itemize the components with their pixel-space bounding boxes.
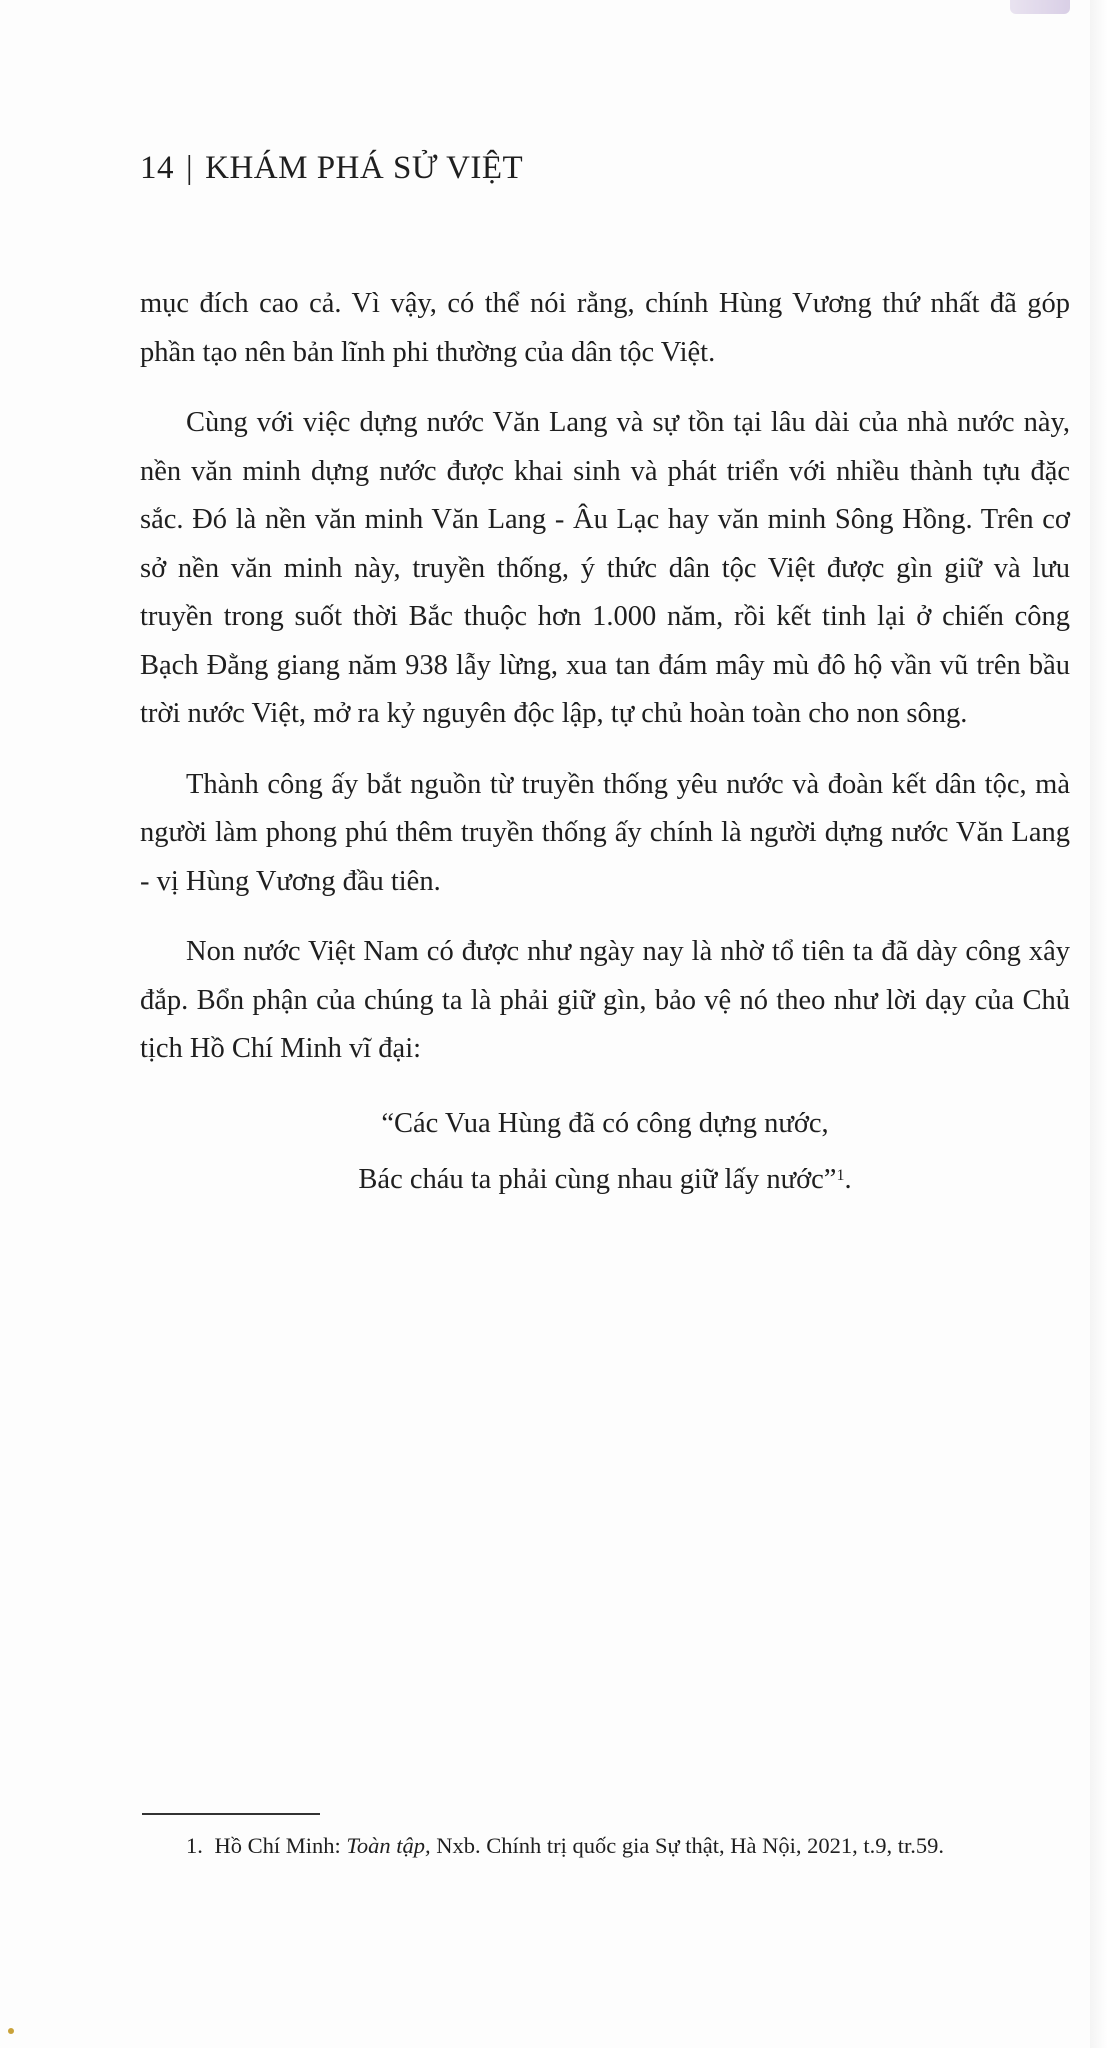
page-number: 14 [140, 150, 174, 186]
paragraph-3: Thành công ấy bắt nguồn từ truyền thống yêu nước và đoàn kết dân tộc, mà người làm phong phú thêm truyền thống ấy chính là người dựng nước Văn Lang - vị Hùng Vương đầu tiên. [140, 768, 1070, 897]
footnote [142, 1825, 1067, 1867]
quotation [140, 1096, 1070, 1208]
running-header [140, 150, 523, 187]
book-title: KHÁM PHÁ SỬ VIỆT [205, 150, 524, 186]
quote-line-2 [140, 1152, 1070, 1208]
header-separator: | [186, 150, 194, 186]
quote-end-punct: . [844, 1163, 852, 1195]
page-corner-mark [1010, 0, 1070, 14]
body-text [140, 280, 1070, 1208]
footnote-publisher: Nxb. Chính trị quốc gia Sự thật, Hà Nội, 2021, t.9, tr.59. [436, 1833, 945, 1858]
footnote-number: 1. [186, 1833, 203, 1858]
quote-line-1: “Các Vua Hùng đã có công dựng nước, [381, 1107, 829, 1139]
quote-line-2-text: Bác cháu ta phải cùng nhau giữ lấy nước” [358, 1163, 837, 1195]
footnote-reference[interactable]: 1 [836, 1166, 845, 1184]
paragraph-2: Cùng với việc dựng nước Văn Lang và sự tồn tại lâu dài của nhà nước này, nền văn minh dựng nước được khai sinh và phát triển với nhiều thành tựu đặc sắc. Đó là nền văn minh Văn Lang - Âu Lạc hay văn minh Sông Hồng. Trên cơ sở nền văn minh này, truyền thống, ý thức dân tộc Việt được gìn giữ và lưu truyền trong suốt thời Bắc thuộc hơn 1.000 năm, rồi kết tinh lại ở chiến công Bạch Đằng giang năm 938 lẫy lừng, xua tan đám mây mù đô hộ vần vũ trên bầu trời nước Việt, mở ra kỷ nguyên độc lập, tự chủ hoàn toàn cho non sông. [140, 407, 1070, 729]
page-edge [1090, 0, 1108, 2048]
paragraph-1: mục đích cao cả. Vì vậy, có thể nói rằng, chính Hùng Vương thứ nhất đã góp phần tạo nên bản lĩnh phi thường của dân tộc Việt. [140, 288, 1070, 368]
footnote-divider [142, 1813, 320, 1815]
footnote-author: Hồ Chí Minh: [214, 1833, 341, 1858]
footnote-work-title: Toàn tập, [346, 1833, 431, 1858]
paragraph-4: Non nước Việt Nam có được như ngày nay là nhờ tổ tiên ta đã dày công xây đắp. Bổn phận của chúng ta là phải giữ gìn, bảo vệ nó theo như lời dạy của Chủ tịch Hồ Chí Minh vĩ đại: [140, 936, 1070, 1064]
corner-speck [8, 2028, 14, 2034]
